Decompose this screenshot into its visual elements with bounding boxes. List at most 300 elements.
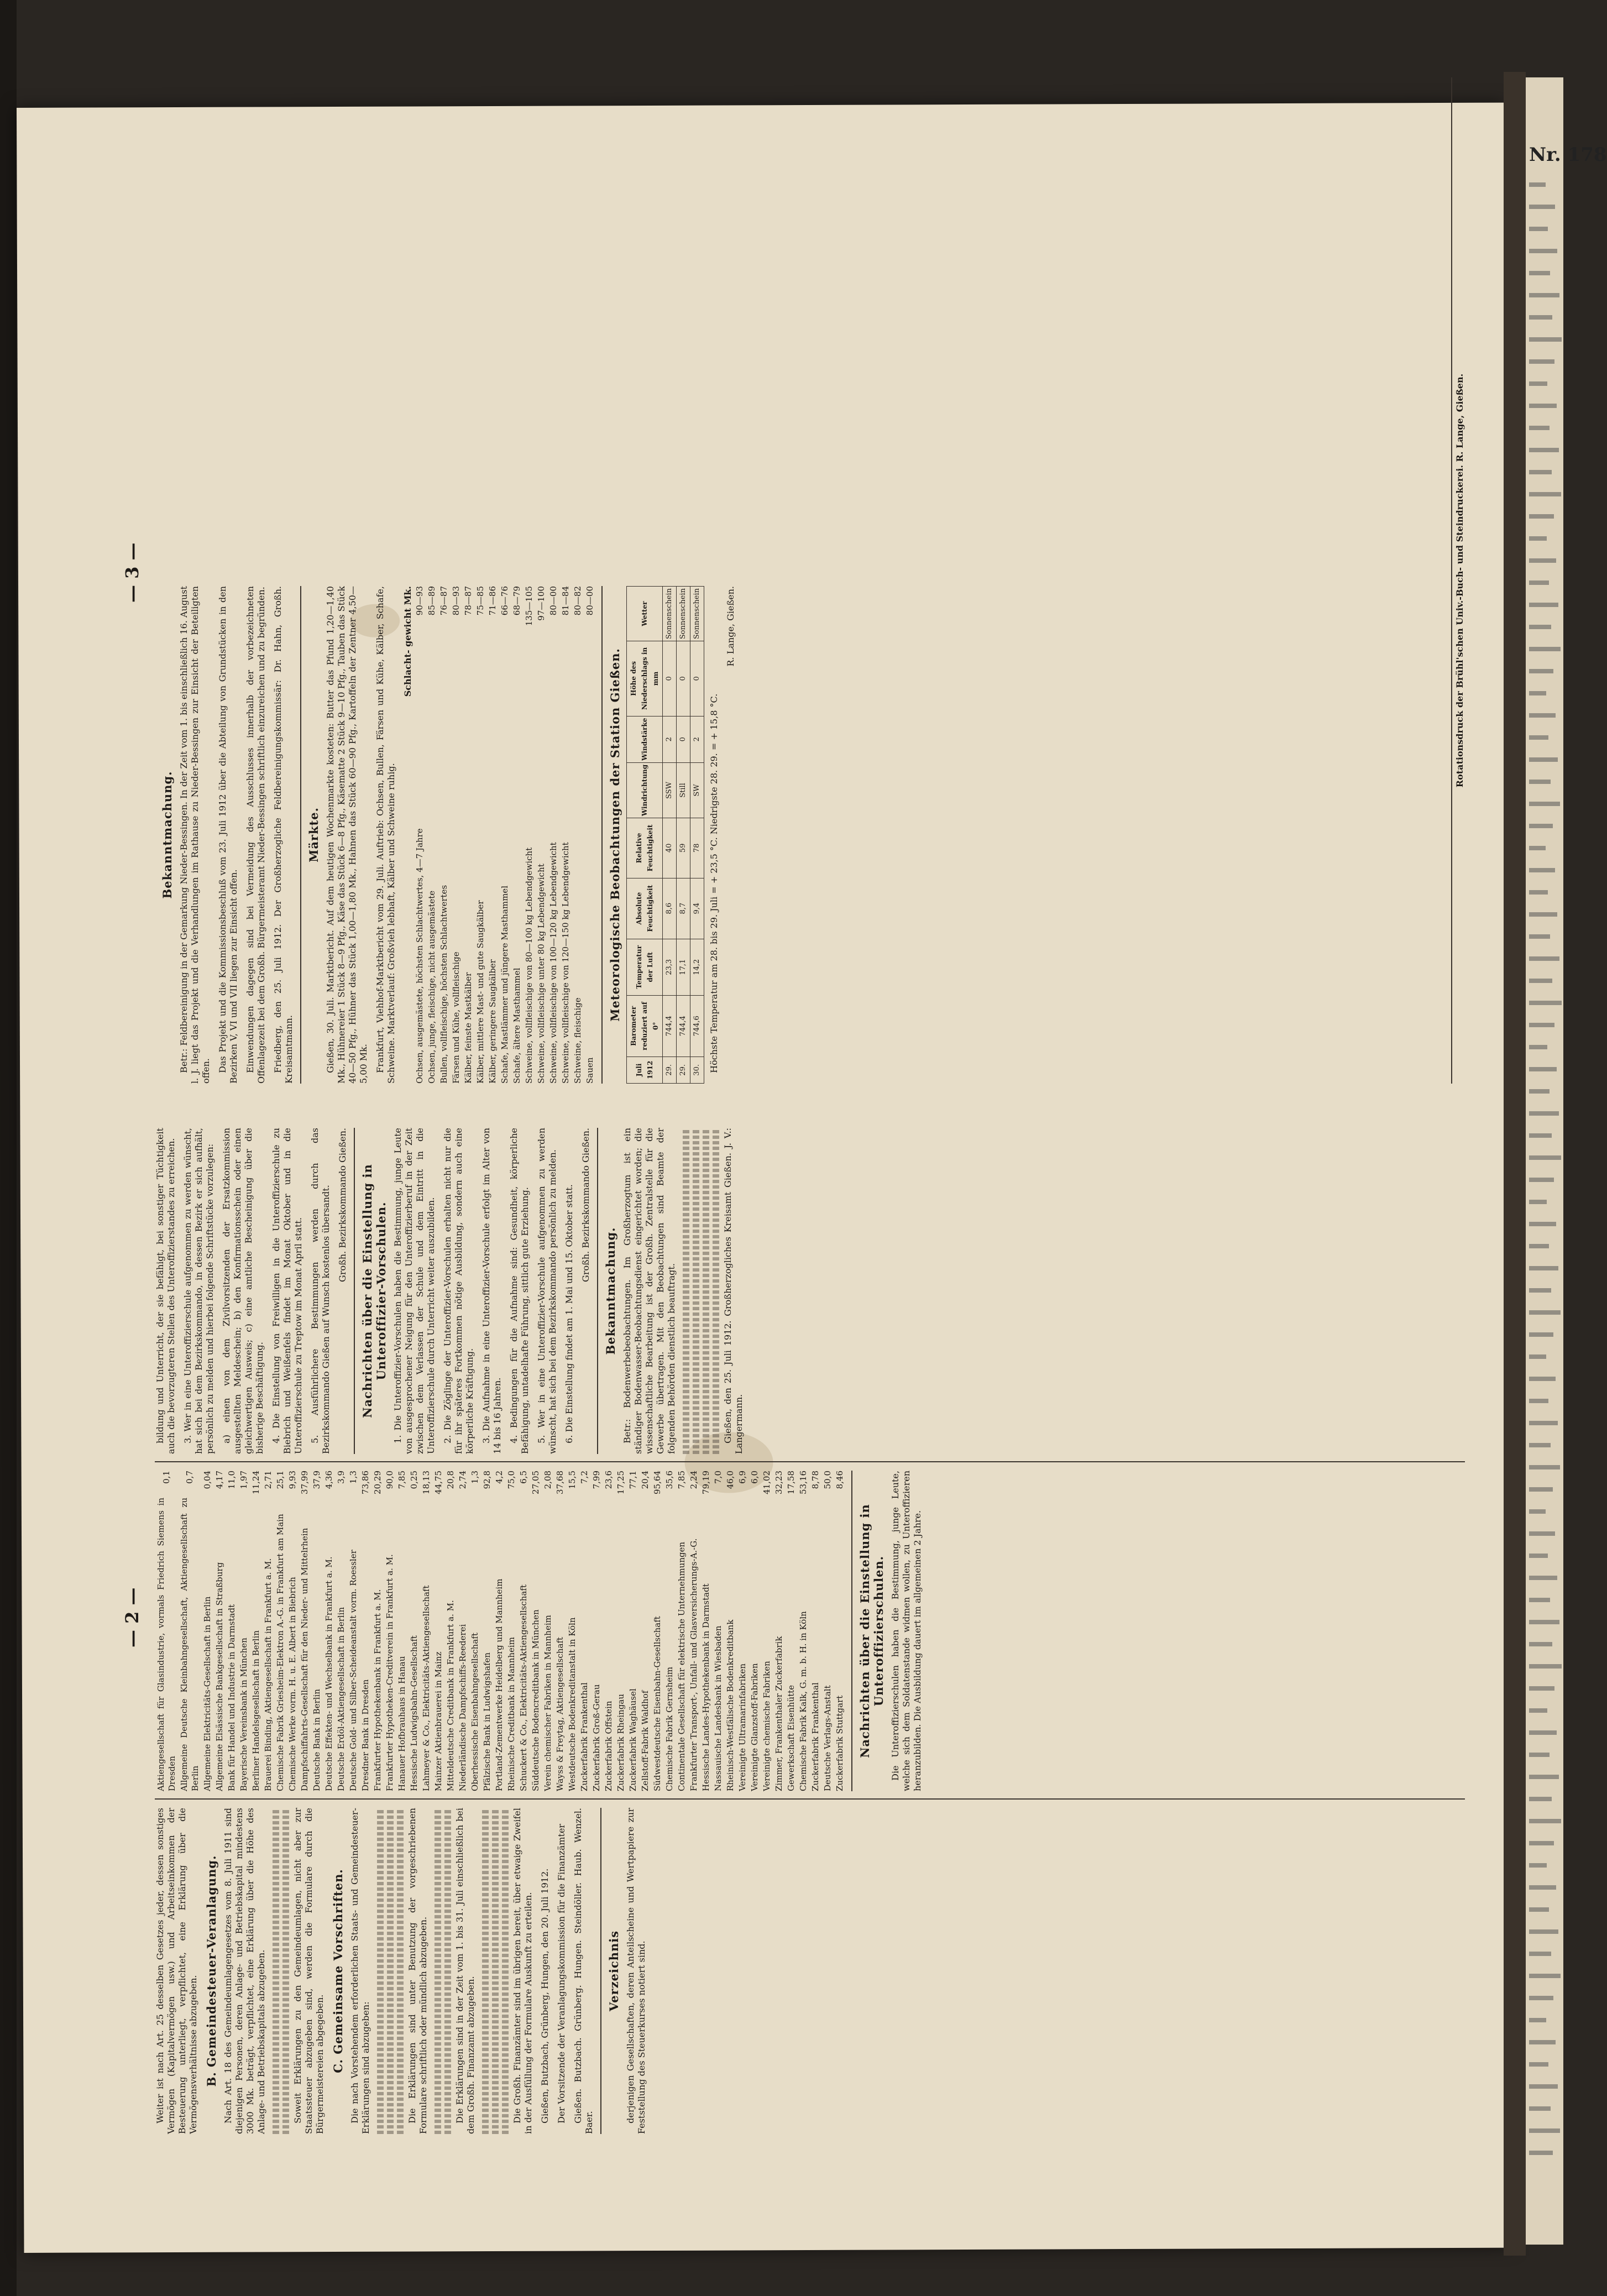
page-2 — [122, 1128, 1465, 2134]
next-page-line — [1529, 1354, 1546, 1359]
divider — [597, 1128, 598, 1454]
next-page-line — [1529, 846, 1546, 850]
paragraph: 3. Wer in eine Unteroffizierschule aufgenommen zu werden wünscht, hat sich bei dem Bezirkskommando, in dessen Bezirk er sich aufhält, persönlich zu melden und hierbei folgende Schriftstücke vorzulegen: — [182, 1128, 215, 1454]
next-page-line — [1529, 1155, 1561, 1160]
stock-row — [736, 1471, 748, 1791]
market-item: Ochsen, junge, fleischige, nicht ausgemästete — [427, 890, 437, 1084]
weather-cell: 0 — [677, 716, 690, 762]
stock-percent: 7,85 — [677, 1471, 687, 1489]
weather-table — [626, 586, 704, 1084]
next-page-line — [1529, 1775, 1559, 1779]
stock-name: Chemische Fabrik Kalk, G. m. b. H. in Köln — [798, 1611, 808, 1791]
rotated-page-content — [122, 77, 1465, 2134]
next-page-line — [1529, 1531, 1555, 1536]
section-heading: Märkte. — [307, 807, 321, 862]
paragraph: Die nach Vorstehendem erforderlichen Staats- und Gemeindesteuer-Erklärungen sind abzugeben: — [349, 1808, 371, 2134]
stock-percent: 7,2 — [579, 1471, 589, 1484]
stock-percent: 90,0 — [385, 1471, 395, 1489]
page-number-3: — 3 — — [122, 542, 143, 603]
market-price: 80—00 — [548, 586, 558, 616]
stock-name: Lahmeyer & Co., Elektricitäts-Aktiengesellschaft — [421, 1585, 431, 1791]
next-page-line — [1529, 824, 1553, 828]
weather-cell: 0 — [690, 641, 704, 716]
weather-header-row — [627, 587, 663, 1084]
stock-row — [797, 1471, 809, 1791]
stock-percent: 4,17 — [214, 1471, 224, 1489]
paragraph: Die Unteroffizierschulen haben die Bestimmung, junge Leute, welche sich dem Soldatenstande widmen wollen, zu Unteroffizieren heranzubilden. Die Ausbildung dauert im allgemeinen 2 Jahre. — [890, 1471, 923, 1791]
market-price: 78—87 — [463, 586, 473, 616]
stock-percent: 37,9 — [312, 1471, 322, 1489]
column-separator — [155, 1798, 1465, 1800]
market-row — [547, 586, 559, 1084]
page-3 — [122, 77, 1465, 1084]
weather-header-cell: Windstärke — [627, 716, 663, 762]
paragraph: Die Großh. Finanzämter sind im übrigen bereit, über etwaige Zweifel in der Ausfüllung der Formulare Auskunft zu erteilen. — [512, 1808, 533, 2134]
next-page-line — [1529, 647, 1561, 651]
next-page-line — [1529, 337, 1562, 342]
next-page-line — [1529, 780, 1551, 784]
stock-percent: 11,24 — [251, 1471, 261, 1494]
paragraph: Betr.: Feldbereinigung in der Gemarkung Nieder-Bessingen. In der Zeit vom 1. bis einschließlich 16. August l. J. liegt das Projekt und die Verhandlungen im Rathause zu Nieder-Bessingen zur Einsicht der Beteiligten offen. — [179, 586, 211, 1084]
stock-row — [408, 1471, 420, 1791]
next-page-line — [1529, 1929, 1558, 1934]
stock-row — [785, 1471, 797, 1791]
next-page-line — [1529, 1266, 1558, 1270]
next-page-line — [1529, 514, 1554, 519]
next-page-line — [1529, 1089, 1550, 1094]
stock-name: Bayerische Vereinsbank in München — [239, 1638, 249, 1791]
weather-cell: 8,6 — [663, 878, 677, 939]
next-page-line — [1529, 1996, 1553, 2000]
stock-percent: 18,13 — [421, 1471, 431, 1494]
weather-cell: 59 — [677, 818, 690, 878]
stock-percent: 1,97 — [239, 1471, 249, 1489]
text-filler — [435, 1808, 441, 2134]
next-page-line — [1529, 1200, 1547, 1204]
stock-row — [590, 1471, 603, 1791]
next-page-line — [1529, 1863, 1547, 1868]
stock-name: Vereinigte chemische Fabriken — [762, 1661, 772, 1791]
stock-percent: 32,23 — [774, 1471, 784, 1494]
stock-percent: 15,5 — [567, 1471, 577, 1489]
weather-title: Meteorologische Beobachtungen der Station Gießen. — [608, 648, 622, 1022]
divider — [851, 1471, 852, 1791]
market-row — [450, 586, 462, 1084]
stock-percent: 7,99 — [591, 1471, 601, 1489]
market-price: 66—76 — [500, 586, 510, 616]
next-page-line — [1529, 2151, 1553, 2155]
stock-percent: 4,2 — [494, 1471, 504, 1484]
next-page-line — [1529, 1509, 1546, 1514]
signature-names: Gießen. Butzbach. Grünberg. Hungen. Steindöller. Haub. Wenzel. Baer. — [573, 1808, 594, 2134]
next-page-line — [1529, 205, 1555, 209]
stock-name: Zuckerfabrik Stuttgart — [835, 1695, 845, 1791]
weather-cell: Sonnenschein — [663, 587, 677, 641]
paragraph: Weiter ist nach Art. 25 desselben Gesetzes jeder, dessen sonstiges Vermögen (Kapitalvermögen usw.) und Arbeitseinkommen der Besteuerung unterliegt, verpflichtet, eine Erklärung über die Vermögensverhältnisse abzugeben. — [155, 1808, 198, 2134]
stock-name: Mainzer Aktienbrauerei in Mainz — [433, 1651, 443, 1791]
text-filler — [703, 1128, 709, 1454]
stock-percent: 2,08 — [543, 1471, 553, 1489]
next-page-line — [1529, 1178, 1554, 1182]
market-item: Schweine, vollfleischige von 80—100 kg Lebendgewicht — [524, 847, 534, 1084]
weather-cell: 29. — [663, 1057, 677, 1083]
stock-row — [323, 1471, 335, 1791]
market-price: 80—00 — [585, 586, 595, 616]
stock-name: Brauerei Binding, Aktiengesellschaft in Frankfurt a. M. — [263, 1558, 273, 1791]
stock-name: Nassauische Landesbank in Wiesbaden — [713, 1625, 723, 1791]
text-filler — [713, 1128, 719, 1454]
stock-row — [481, 1471, 493, 1791]
stock-row — [663, 1471, 676, 1791]
weather-header-cell: Relative Feuchtigkeit — [627, 818, 663, 878]
market-row — [474, 586, 486, 1084]
market-row — [511, 586, 523, 1084]
stock-name: Hanauer Hofbrauhaus in Hanau — [397, 1656, 407, 1791]
weather-cell: 29. — [677, 1057, 690, 1083]
stock-name: Wayss & Freytag, Aktiengesellschaft — [555, 1636, 565, 1791]
stock-row — [457, 1471, 469, 1791]
market-row — [426, 586, 438, 1084]
stock-percent: 2,71 — [263, 1471, 273, 1489]
stock-name: Rheinische Creditbank in Mannheim — [506, 1637, 516, 1791]
stock-name: Oberhessische Eisenbahngesellschaft — [470, 1633, 480, 1791]
stock-name: Zellstoff-Fabrik Waldhof — [640, 1690, 650, 1791]
weather-cell: 30. — [690, 1057, 704, 1083]
next-page-line — [1529, 757, 1558, 762]
section-heading: Nachrichten über die Einstellung in Unteroffizier-Vorschulen. — [360, 1164, 388, 1418]
stock-name: Vereinigte Ultramarinfabriken — [737, 1664, 747, 1791]
weather-cell: 744,4 — [677, 995, 690, 1057]
next-page-line — [1529, 2062, 1548, 2067]
weather-cell: 744,4 — [663, 995, 677, 1057]
stock-percent: 37,68 — [555, 1471, 565, 1494]
stock-name: Deutsche Effekten- und Wechselbank in Frankfurt a. M. — [324, 1556, 334, 1791]
stock-row — [712, 1471, 724, 1791]
next-page-line — [1529, 1487, 1553, 1492]
next-page-line — [1529, 448, 1559, 452]
stock-percent: 25,1 — [275, 1471, 285, 1489]
stock-percent: 53,16 — [798, 1471, 808, 1494]
text-filler — [282, 1808, 289, 2134]
market-price: 80—82 — [573, 586, 583, 616]
section-heading: B. Gemeindesteuer-Veranlagung. — [205, 1855, 218, 2087]
stock-percent: 6,0 — [750, 1471, 760, 1484]
stock-row — [396, 1471, 408, 1791]
stock-name: Hessische Ludwigsbahn-Gesellschaft — [409, 1635, 419, 1791]
market-item: Bullen, vollfleischige, höchsten Schlachtwertes — [439, 885, 449, 1084]
stock-row — [299, 1471, 311, 1791]
stock-row — [821, 1471, 834, 1791]
stock-percent: 8,78 — [810, 1471, 820, 1489]
stock-row — [542, 1471, 554, 1791]
next-page-line — [1529, 1421, 1558, 1425]
next-page-line — [1529, 1686, 1554, 1691]
text-filler — [683, 1128, 689, 1454]
next-page-line — [1529, 1664, 1562, 1669]
next-page-line — [1529, 580, 1549, 585]
stock-percent: 37,99 — [300, 1471, 310, 1494]
section-heading: Bekanntmachung. — [160, 771, 174, 899]
stock-row — [566, 1471, 578, 1791]
weather-cell: 40 — [663, 818, 677, 878]
next-page-line — [1529, 1244, 1549, 1248]
book-binding — [1504, 72, 1526, 2256]
paragraph: 2. Die Zöglinge der Unteroffizier-Vorschulen erhalten nicht nur die für ihr späteres Fortkommen nötige Ausbildung, sondern auch eine körperliche Kräftigung. — [442, 1128, 475, 1454]
market-row — [584, 586, 596, 1084]
market-price: 85—89 — [427, 586, 437, 616]
next-page-line — [1529, 603, 1558, 607]
stock-percent: 2,24 — [689, 1471, 699, 1489]
stock-percent: 79,19 — [701, 1471, 711, 1494]
divider — [601, 586, 603, 1084]
next-page-line — [1529, 1554, 1548, 1558]
stock-name: Südwestdeutsche Eisenbahn-Gesellschaft — [652, 1616, 662, 1791]
divider — [354, 1128, 355, 1454]
next-page-line — [1529, 1310, 1561, 1315]
stock-row — [615, 1471, 627, 1791]
next-page-line — [1529, 1045, 1547, 1049]
stock-name: Vereinigte Glanzstoff-Fabriken — [750, 1663, 760, 1791]
next-page-line — [1529, 802, 1560, 806]
stock-name: Zuckerfabrik Frankenthal — [579, 1682, 589, 1791]
market-item: Kälber, feinste Mastkälber — [463, 972, 473, 1084]
stock-percent: 1,3 — [470, 1471, 480, 1484]
weather-cell: SSW — [663, 762, 677, 818]
stock-percent: 6,9 — [737, 1471, 747, 1484]
stock-name: Zuckerfabrik Frankenthal — [810, 1682, 820, 1791]
next-page-line — [1529, 1332, 1553, 1337]
next-page-title: Nr. 178 — [1529, 144, 1607, 166]
section-heading: Verzeichnis — [607, 1930, 621, 2012]
weather-header-cell: Absolute Feuchtigkeit — [627, 878, 663, 939]
stock-row — [201, 1471, 213, 1791]
next-page-line — [1529, 1841, 1554, 1845]
stock-row — [238, 1471, 250, 1791]
section-heading: Nachrichten über die Einstellung in Unteroffizierschulen. — [858, 1504, 886, 1758]
column-2 — [155, 1471, 1465, 1791]
next-page-line — [1529, 2084, 1558, 2089]
stock-row — [773, 1471, 785, 1791]
stock-row — [347, 1471, 359, 1791]
next-page-line — [1529, 1952, 1551, 1956]
stock-name: Hessische Landes-Hypothekenbank in Darmstadt — [701, 1583, 711, 1791]
stock-row — [554, 1471, 566, 1791]
stock-name: Mitteldeutsche Creditbank in Frankfurt a. M. — [446, 1600, 456, 1791]
weather-cell: 744,6 — [690, 995, 704, 1057]
paragraph: Betr.: Bodenwerbebeobachtungen. Im Großherzogtum ist ein ständiger Bodenwasser-Beobachtungsdienst eingerichtet worden; die wissenschaftliche Bearbeitung ist der Großh. Zentralstelle für die Gewerbe übertragen. Mit den Beobachtungen sind Beamte der folgenden Behörden dienstlich beauftragt. — [622, 1128, 677, 1454]
stock-row — [748, 1471, 761, 1791]
stock-name: Deutsche Verlags-Anstalt — [823, 1685, 833, 1791]
stock-name: Chemische Fabrik Griesheim-Elektron A.-G. in Frankfurt am Main — [275, 1514, 285, 1791]
stock-row — [834, 1471, 846, 1791]
text-filler — [397, 1808, 404, 2134]
weather-header-cell: Temperatur der Luft — [627, 939, 663, 995]
next-page-line — [1529, 2018, 1546, 2022]
weather-header-cell: Barometer reduziert auf 0° — [627, 995, 663, 1057]
stock-row — [432, 1471, 444, 1791]
stock-percent: 0,04 — [202, 1471, 212, 1489]
paragraph: bildung und Unterricht, der sie befähigt, bei sonstiger Tüchtigkeit auch die bevorzugteren Stellen des Unteroffizierstandes zu erreichen. — [155, 1128, 176, 1454]
weather-cell: 0 — [663, 641, 677, 716]
paragraph: derjenigen Gesellschaften, deren Anteilscheine und Wertpapiere zur Feststellung des Steuerkurses notiert sind. — [625, 1808, 647, 2134]
next-page-line — [1529, 625, 1551, 629]
stock-row — [335, 1471, 347, 1791]
text-filler — [693, 1128, 699, 1454]
signature: Friedberg, den 25. Juli 1912. Der Großherzogliche Feldbereinigungskommissär: Dr. Hahn, Großh. Kreisamtmann. — [273, 586, 294, 1084]
paragraph: 6. Die Einstellung findet am 1. Mai und 15. Oktober statt. — [564, 1184, 574, 1444]
next-page-line — [1529, 293, 1559, 297]
stock-percent: 73,86 — [360, 1471, 370, 1494]
paragraph: Gießen, 30. Juli. Marktbericht. Auf dem heutigen Wochenmarkte kosteten: Butter das Pfund 1,20—1,40 Mk., Hühnereier 1 Stück 8—9 Pfg., Käse das Stück 6—8 Pfg., Käsematte 2 Stück 9—10 Pfg., Tauben das Stück 40—50 Pfg., Hühner das Stück 1,00—1,80 Mk., Hahnen das Stück 60—90 Pfg., Kartoffeln der Zentner 4,50—5,00 Mk. — [325, 586, 369, 1084]
paragraph: 4. Die Einstellung von Freiwilligen in die Unteroffizierschule zu Biebrich und Weißenfels findet im Monat Oktober und in die Unteroffizierschule zu Treptow im Monat April statt. — [271, 1128, 303, 1454]
stock-percent: 7,0 — [713, 1471, 723, 1484]
paragraph: Einwendungen dagegen sind bei Vermeidung des Ausschlusses innerhalb der vorbezeichneten Offenlagezeit bei dem Großh. Bürgermeisteramt Nieder-Bessingen schriftlich einzureichen und zu begründen. — [245, 586, 266, 1084]
paragraph: a) einen von dem Zivilvorsitzenden der Ersatzkommission ausgestellten Meldeschein; b) den Konfirmationsschein oder einen gleichwertigen Ausweis; c) eine amtliche Bescheinigung über die bisherige Beschäftigung. — [221, 1128, 265, 1454]
signature-office: Der Vorsitzende der Veranlagungskommission für die Finanzämter — [556, 1823, 567, 2124]
next-page-line — [1529, 1819, 1561, 1823]
stock-row — [444, 1471, 457, 1791]
weather-header-cell: Wetter — [627, 587, 663, 641]
paragraph: 3. Die Aufnahme in eine Unteroffizier-Vorschule erfolgt im Alter von 14 bis 16 Jahren. — [481, 1128, 502, 1454]
stock-name: Bank für Handel und Industrie in Darmstadt — [227, 1604, 237, 1791]
stock-percent: 0,7 — [185, 1471, 195, 1484]
stock-name: Berliner Handelsgesellschaft in Berlin — [251, 1630, 261, 1791]
weather-row — [663, 587, 677, 1084]
market-row — [523, 586, 535, 1084]
stock-name: Deutsche Gold- und Silber-Scheideanstalt vorm. Roessler — [348, 1550, 358, 1791]
market-item: Schweine, vollfleischige von 100—120 kg Lebendgewicht — [548, 842, 558, 1084]
stock-name: Frankfurter Transport-, Unfall- und Glasversicherungs-A.-G. — [689, 1538, 699, 1791]
next-page-line — [1529, 182, 1546, 187]
stock-row — [226, 1471, 238, 1791]
next-page-line — [1529, 404, 1557, 408]
stock-row — [639, 1471, 651, 1791]
paragraph: Nach Art. 18 des Gemeindeumlagengesetzes vom 8. Juli 1911 sind diejenigen Personen, deren Anlage- und Betriebskapital mindestens 3000 Mk. beträgt, verpflichtet, eine Erklärung über die Höhe des Anlage- und Betriebskapitals abzugeben. — [223, 1808, 266, 2134]
stock-row — [688, 1471, 700, 1791]
stock-percent: 11,0 — [227, 1471, 237, 1489]
market-item: Färsen und Kühe, vollfleischige — [451, 951, 461, 1084]
paragraph: Frankfurt, Viehhof-Marktbericht vom 29. Juli. Auftrieb: Ochsen, Bullen, Färsen und Kühe, Kälber, Schafe, Schweine. Marktverlauf: Großvieh lebhaft, Kälber und Schweine ruhig. — [375, 586, 396, 1084]
stock-row — [700, 1471, 712, 1791]
stock-percent: 20,29 — [373, 1471, 383, 1494]
stock-row — [155, 1471, 178, 1791]
stock-row — [262, 1471, 274, 1791]
next-page-line — [1529, 1443, 1551, 1447]
stock-row — [250, 1471, 262, 1791]
stock-name: Dresdner Bank in Dresden — [360, 1679, 370, 1791]
stock-percent: 20,8 — [446, 1471, 456, 1489]
market-price: 90—93 — [415, 586, 425, 616]
stock-row — [530, 1471, 542, 1791]
weather-cell: 14,2 — [690, 939, 704, 995]
stock-name: Westdeutsche Bodenkreditanstalt in Köln — [567, 1617, 577, 1791]
next-page-line — [1529, 1222, 1556, 1226]
next-page-line — [1529, 2040, 1556, 2044]
next-page-line — [1529, 492, 1561, 496]
market-price: 68—79 — [512, 586, 522, 616]
column-4 — [155, 586, 1443, 1084]
market-row — [559, 586, 572, 1084]
next-page-line — [1529, 381, 1547, 386]
column-1 — [155, 1808, 1465, 2134]
stock-percent: 44,75 — [433, 1471, 443, 1494]
next-page-line — [1529, 1620, 1559, 1624]
stock-percent: 77,1 — [628, 1471, 638, 1489]
paragraph: 1. Die Unteroffizier-Vorschulen haben die Bestimmung, junge Leute von ausgesprochener Neigung für den Unteroffizierberuf in der Zeit zwischen dem Verlassen der Schule und dem Eintritt in die Unteroffizierschule durch Unterricht weiter auszubilden. — [392, 1128, 436, 1454]
stock-percent: 20,4 — [640, 1471, 650, 1489]
weather-cell: 2 — [663, 716, 677, 762]
stock-row — [761, 1471, 773, 1791]
text-filler — [273, 1808, 279, 2134]
market-item: Sauen — [585, 1057, 595, 1084]
stock-name: Zimmer, Frankenthaler Zuckerfabrik — [774, 1636, 784, 1791]
stock-name: Allgemeine Elektricitäts-Gesellschaft in Berlin — [202, 1596, 212, 1791]
stock-name: Frankfurter Hypothekenbank in Frankfurt a. M. — [373, 1589, 383, 1791]
market-row — [438, 586, 450, 1084]
next-page-edge — [1526, 77, 1607, 2245]
stock-name: Allgemeine Deutsche Kleinbahngesellschaft, Aktiengesellschaft zu Berlin — [179, 1497, 200, 1791]
market-item: Schafe, ältere Masthammel — [512, 967, 522, 1084]
weather-cell: SW — [690, 762, 704, 818]
market-item: Schweine, fleischige — [573, 997, 583, 1084]
next-page-line — [1529, 956, 1559, 961]
next-page-line — [1529, 1598, 1550, 1602]
paragraph: Das Projekt und die Kommissionsbeschluß vom 23. Juli 1912 über die Abteilung von Grundstücken in den Bezirken V, VI und VII liegen zur Einsicht offen. — [217, 586, 239, 1084]
stock-name: Verein chemischer Fabriken in Mannheim — [543, 1615, 553, 1791]
stock-row — [213, 1471, 226, 1791]
stock-name: Niederländische Dampfschiffs-Reederei — [458, 1624, 468, 1791]
stock-name: Schuckert & Co., Elektricitäts-Aktiengesellschaft — [519, 1584, 528, 1791]
next-page-line — [1529, 1067, 1557, 1071]
market-row — [572, 586, 584, 1084]
weather-cell: 17,1 — [677, 939, 690, 995]
scanner-edge — [0, 0, 17, 2296]
weather-header-cell: Höhe des Niederschlags in mm — [627, 641, 663, 716]
stock-row — [420, 1471, 432, 1791]
next-page-line — [1529, 934, 1550, 939]
market-price: 71—86 — [488, 586, 498, 616]
stock-name: Dampfschiffahrts-Gesellschaft für den Nieder- und Mittelrhein — [300, 1528, 310, 1791]
next-page-line — [1529, 1023, 1554, 1027]
signature-date: Gießen, Butzbach, Grünberg, Hungen, den 20. Juli 1912. — [540, 1868, 550, 2124]
page-number-2: — 2 — — [122, 1587, 143, 1648]
stock-name: Allgemeine Elsässische Bankgesellschaft in Straßburg — [214, 1562, 224, 1791]
stock-percent: 75,0 — [506, 1471, 516, 1489]
next-page-line — [1529, 249, 1557, 253]
paragraph: 4. Bedingungen für die Aufnahme sind: Gesundheit, körperliche Befähigung, untadelhafte Führung, sittlich gute Erziehung. — [509, 1128, 530, 1454]
signer: Großh. Bezirkskommando Gießen. — [337, 1128, 348, 1282]
stock-name: Deutsche Bank in Berlin — [312, 1688, 322, 1791]
stock-row — [469, 1471, 481, 1791]
next-page-line — [1529, 1288, 1551, 1293]
stock-row — [505, 1471, 517, 1791]
next-page-line — [1529, 1399, 1548, 1403]
text-filler — [444, 1808, 451, 2134]
weather-signature: R. Lange, Gießen. — [725, 586, 736, 667]
stock-percent: 3,9 — [336, 1471, 346, 1484]
stock-percent: 6,5 — [519, 1471, 528, 1484]
weather-cell: Sonnenschein — [677, 587, 690, 641]
next-page-line — [1529, 735, 1548, 740]
stock-name: Zuckerfabrik Offstein — [604, 1701, 614, 1791]
next-page-line — [1529, 1465, 1560, 1469]
stock-percent: 41,02 — [762, 1471, 772, 1494]
market-column-header: Schlacht- gewicht Mk. — [402, 586, 413, 697]
stock-name: Portland-Zementwerke Heidelberg und Mannheim — [494, 1578, 504, 1791]
stock-percent: 2,74 — [458, 1471, 468, 1489]
next-page-line — [1529, 1001, 1562, 1005]
stock-name: Zuckerfabrik Rheingau — [616, 1693, 626, 1791]
